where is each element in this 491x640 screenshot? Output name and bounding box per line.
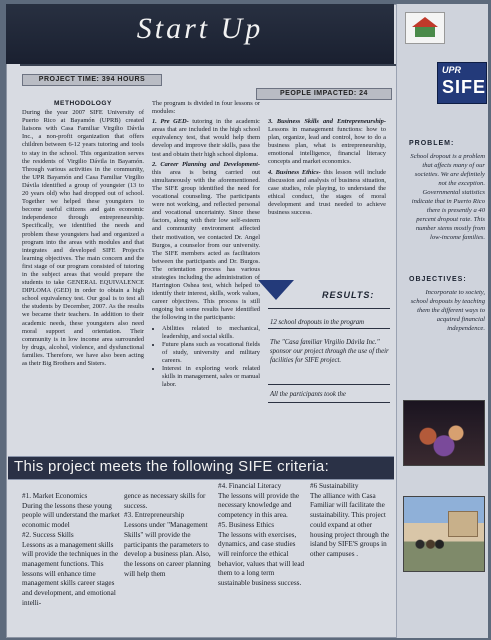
sife-logo-text: SIFE	[442, 77, 487, 97]
criteria-5-heading: #5. Business Ethics	[218, 520, 275, 529]
program-item-4	[268, 169, 386, 218]
people-impacted-bar: PEOPLE IMPACTED: 24	[256, 88, 392, 100]
criteria-5-text: The lessons with exercises, dynamics, and case studies will reinforce the ethical behavior, values that will lead them to a long term sustainable business success.	[218, 530, 305, 588]
roof-icon	[412, 17, 438, 27]
methodology-text: During the year 2007 SIFE University of Puerto Rico at Bayamón (UPRB) created liaisons with Casa Familiar Virgilio Dávila Inc., a non-profit organization that offers children between 6-12 years tutoring and tools to stay in the school. This organization serves the residents of Virgilio Dávila in Bayamón. Through various activities in the community, the UPR Bayamón and Casa Familiar Virgilio Dávila identified a group of youngster (13 to 20 years old) who had dropped out of school. Together we helped these youngsters to become useful citizens and gain economic independence through entrepreneurship. Specifically, we identified the needs and problem these youngsters had and organized a program into the areas with modules and that integrates and developed SIFE Project's learning objectives. The main concern and the first stage of our program consisted of tutoring in the subject areas that would prepare the students to take GENERAL EQUIVALENCE DIPLOMA (GED) in order to obtain a high school equivalency test. Our goal is to test all the students by December, 2007. As the results we became their teachers. In addition to their academic needs, these youngsters also need moral support and orientation. Their community is in low income area surrounded by drugs, alcohol, violence, and dysfunctional families. Therefore, we have also been acting as their Big Brothers and Sisters.	[22, 109, 144, 367]
community-photo	[403, 496, 485, 572]
results-divider	[268, 328, 390, 329]
criteria-4-heading: #4. Financial Literacy	[218, 482, 282, 490]
objectives-text: Incorporate to society, school dropouts by teaching them the different ways to acquired financial independence.	[410, 289, 485, 332]
page-title: Start Up	[136, 12, 264, 45]
objectives-heading: OBJECTIVES:	[409, 276, 467, 283]
results-line-1: 12 school dropouts in the program	[270, 319, 365, 326]
results-divider	[268, 308, 390, 309]
program-item-2-text: this area is being carried out simultaneously with the aforementioned. The SIFE group identified the need for vocational counseling. The participants were not working, and reflected personal and vocational uncertainty. Since these factors, along with their low self-esteem and community environment affected their motivation, we contacted Dr. Angel Burgos, a counselor from our university. The SIFE members acted as facilitators between the participants and Dr. Burgos. The orientation process has various strategies including the administration of Harrington Oshea test, which helped to identify their interest, skills, work values, career objectives. This process is still ongoing but some results have identified the following in the participants:	[152, 168, 260, 322]
program-item-2	[152, 161, 260, 323]
list-item: • Abilities related to mechanical, leadership, and social skills.	[162, 325, 260, 341]
header-divider	[20, 64, 396, 66]
project-time-bar: PROJECT TIME: 394 HOURS	[22, 74, 162, 86]
criteria-2-text: Lessons as a management skills will provide the techniques in the management functions. This lessons will enhance time management skills career stages and development, and emotional intelli-	[22, 540, 119, 607]
program-item-4-title: 4. Business Ethics-	[268, 168, 321, 176]
people-shape	[414, 537, 444, 561]
participant-findings-list	[152, 325, 260, 390]
program-item-1-text: tutoring in the academic areas that are included in the high school equivalency test, that would help them develop and improve their skills, pass the test and obtain their high school diploma.	[152, 118, 261, 158]
methodology-heading: METHODOLOGY	[54, 100, 112, 107]
program-item-1	[152, 118, 260, 158]
building-shape	[448, 511, 478, 537]
program-item-4-text: this lesson will include discussion and analysis of business situation, case studies, role playing, to understand the ethical conduct, the stages of moral development and trust needed to achieve business success.	[268, 168, 386, 217]
criteria-2-text-continued: gence as necessary skills for success.	[124, 492, 206, 510]
criteria-column-1	[22, 492, 120, 608]
criteria-title: This project meets the following SIFE criteria:	[14, 458, 330, 475]
upr-logo-text: UPR	[442, 65, 462, 75]
program-item-1-title: 1. Pre GED-	[152, 118, 189, 126]
results-divider	[268, 402, 390, 403]
list-item: • Interest in exploring work related skills in management, sales or manual labor.	[162, 365, 260, 389]
program-column	[152, 100, 260, 389]
results-divider	[268, 384, 390, 385]
house-icon	[415, 27, 435, 37]
program-item-3-text: Lessons in management functions: how to plan, organize, lead and control, how to do a business plan, what is entrepreneurship, emotional intelligence, financial literacy concepts and market economics.	[268, 126, 386, 166]
results-heading: RESULTS:	[322, 290, 375, 300]
program-item-3-title: 3. Business Skills and Entrepreneurship-	[268, 118, 386, 125]
problem-heading: PROBLEM:	[409, 140, 455, 147]
criteria-column-4	[310, 482, 392, 560]
list-item: • Future plans such as vocational fields of study, university and military careers.	[162, 341, 260, 365]
results-triangle-icon	[258, 280, 294, 300]
criteria-6-heading: #6 Sustainability	[310, 482, 359, 490]
criteria-1-text: During the lessons these young people will understand the market economic model	[22, 501, 120, 530]
methodology-column	[22, 100, 144, 368]
program-intro: The program is divided in four lessons or modules:	[152, 100, 260, 116]
criteria-3-text: Lessons under "Management Skills" will provide the participants the parameters to develop a business plan. Also, the lessons on career planning will help them	[124, 521, 211, 578]
program-item-2-title: 2. Career Planning and Development-	[152, 160, 260, 168]
criteria-6-text: The alliance with Casa Familiar will facilitate the sustainability. This project could expand at other housing project through the island by SIFE'S groups in other campuses .	[310, 491, 390, 558]
newsletter-page	[6, 4, 488, 638]
criteria-column-3	[218, 482, 306, 589]
criteria-1-heading: #1. Market Economics	[22, 492, 88, 500]
results-line-3: All the participants took the	[270, 391, 346, 398]
criteria-2-heading: #2. Success Skills	[22, 530, 74, 539]
students-photo	[403, 400, 485, 466]
results-line-2: The "Casa familiar Virgilio Dávila Inc." sponsor our project through the use of their facilities for SIFE project.	[270, 339, 389, 364]
criteria-3-heading: #3. Entrepreneurship	[124, 511, 185, 520]
program-item-3	[268, 118, 386, 167]
problem-text: School dropout is a problem that affects many of our societies. We are definitely not the exception. Governmental statistics indicate that in Puerto Rico there is presently a 40 percent dropout rate. This number stems mostly from low-income families.	[410, 153, 485, 241]
casa-familiar-logo-icon	[405, 12, 445, 44]
criteria-column-2	[124, 492, 214, 579]
upr-sife-logo	[437, 62, 487, 104]
sidebar	[396, 4, 488, 638]
program-column-continued	[268, 118, 386, 219]
criteria-4-text: The lessons will provide the necessary knowledge and competency in this area.	[218, 491, 300, 520]
